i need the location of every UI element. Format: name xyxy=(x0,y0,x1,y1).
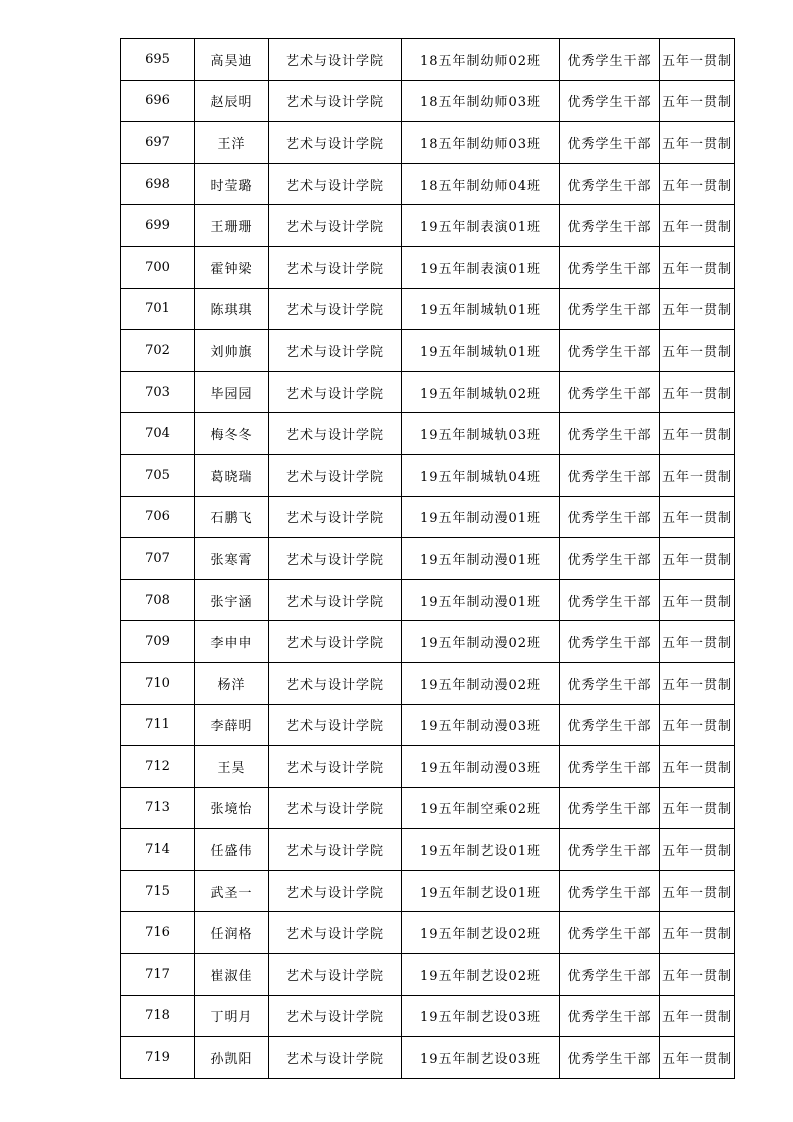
college-name-cell: 艺术与设计学院 xyxy=(269,746,402,788)
award-title-cell: 优秀学生干部 xyxy=(560,371,660,413)
table-row xyxy=(121,413,735,455)
student-name-cell: 任润格 xyxy=(195,912,269,954)
row-number-cell: 705 xyxy=(121,454,195,496)
award-title-cell: 优秀学生干部 xyxy=(560,122,660,164)
college-name-cell: 艺术与设计学院 xyxy=(269,662,402,704)
class-name-cell: 19五年制动漫01班 xyxy=(402,496,560,538)
student-name-cell: 石鹏飞 xyxy=(195,496,269,538)
program-type-cell: 五年一贯制 xyxy=(660,704,735,746)
row-number-cell: 695 xyxy=(121,39,195,81)
class-name-cell: 19五年制动漫01班 xyxy=(402,538,560,580)
student-name-cell: 李申申 xyxy=(195,621,269,663)
table-row xyxy=(121,787,735,829)
college-name-cell: 艺术与设计学院 xyxy=(269,870,402,912)
program-type-cell: 五年一贯制 xyxy=(660,163,735,205)
table-row xyxy=(121,205,735,247)
student-name-cell: 梅冬冬 xyxy=(195,413,269,455)
table-row xyxy=(121,621,735,663)
class-name-cell: 19五年制城轨03班 xyxy=(402,413,560,455)
award-title-cell: 优秀学生干部 xyxy=(560,454,660,496)
program-type-cell: 五年一贯制 xyxy=(660,621,735,663)
table-row xyxy=(121,746,735,788)
college-name-cell: 艺术与设计学院 xyxy=(269,454,402,496)
student-name-cell: 王昊 xyxy=(195,746,269,788)
program-type-cell: 五年一贯制 xyxy=(660,954,735,996)
class-name-cell: 18五年制幼师04班 xyxy=(402,163,560,205)
row-number-cell: 706 xyxy=(121,496,195,538)
table-row xyxy=(121,870,735,912)
row-number-cell: 700 xyxy=(121,246,195,288)
program-type-cell: 五年一贯制 xyxy=(660,496,735,538)
row-number-cell: 713 xyxy=(121,787,195,829)
award-title-cell: 优秀学生干部 xyxy=(560,538,660,580)
program-type-cell: 五年一贯制 xyxy=(660,579,735,621)
award-title-cell: 优秀学生干部 xyxy=(560,746,660,788)
table-row xyxy=(121,912,735,954)
student-name-cell: 赵辰明 xyxy=(195,80,269,122)
award-title-cell: 优秀学生干部 xyxy=(560,870,660,912)
class-name-cell: 19五年制城轨02班 xyxy=(402,371,560,413)
student-name-cell: 张寒霄 xyxy=(195,538,269,580)
table-row xyxy=(121,1037,735,1079)
class-name-cell: 19五年制艺设01班 xyxy=(402,870,560,912)
class-name-cell: 19五年制艺设01班 xyxy=(402,829,560,871)
class-name-cell: 19五年制表演01班 xyxy=(402,246,560,288)
college-name-cell: 艺术与设计学院 xyxy=(269,538,402,580)
award-title-cell: 优秀学生干部 xyxy=(560,621,660,663)
table-row xyxy=(121,371,735,413)
row-number-cell: 709 xyxy=(121,621,195,663)
row-number-cell: 702 xyxy=(121,330,195,372)
award-roster-table xyxy=(120,38,735,1079)
college-name-cell: 艺术与设计学院 xyxy=(269,163,402,205)
student-name-cell: 王珊珊 xyxy=(195,205,269,247)
class-name-cell: 19五年制城轨04班 xyxy=(402,454,560,496)
program-type-cell: 五年一贯制 xyxy=(660,870,735,912)
row-number-cell: 701 xyxy=(121,288,195,330)
program-type-cell: 五年一贯制 xyxy=(660,746,735,788)
table-row xyxy=(121,579,735,621)
college-name-cell: 艺术与设计学院 xyxy=(269,704,402,746)
student-name-cell: 孙凯阳 xyxy=(195,1037,269,1079)
college-name-cell: 艺术与设计学院 xyxy=(269,80,402,122)
table-row xyxy=(121,39,735,81)
award-title-cell: 优秀学生干部 xyxy=(560,246,660,288)
row-number-cell: 698 xyxy=(121,163,195,205)
row-number-cell: 719 xyxy=(121,1037,195,1079)
row-number-cell: 704 xyxy=(121,413,195,455)
award-title-cell: 优秀学生干部 xyxy=(560,787,660,829)
row-number-cell: 717 xyxy=(121,954,195,996)
class-name-cell: 19五年制动漫02班 xyxy=(402,662,560,704)
college-name-cell: 艺术与设计学院 xyxy=(269,122,402,164)
row-number-cell: 711 xyxy=(121,704,195,746)
program-type-cell: 五年一贯制 xyxy=(660,829,735,871)
college-name-cell: 艺术与设计学院 xyxy=(269,496,402,538)
award-title-cell: 优秀学生干部 xyxy=(560,496,660,538)
student-name-cell: 陈琪琪 xyxy=(195,288,269,330)
program-type-cell: 五年一贯制 xyxy=(660,454,735,496)
program-type-cell: 五年一贯制 xyxy=(660,371,735,413)
college-name-cell: 艺术与设计学院 xyxy=(269,954,402,996)
award-title-cell: 优秀学生干部 xyxy=(560,1037,660,1079)
award-title-cell: 优秀学生干部 xyxy=(560,579,660,621)
student-name-cell: 武圣一 xyxy=(195,870,269,912)
college-name-cell: 艺术与设计学院 xyxy=(269,288,402,330)
table-row xyxy=(121,163,735,205)
award-title-cell: 优秀学生干部 xyxy=(560,288,660,330)
student-name-cell: 王洋 xyxy=(195,122,269,164)
class-name-cell: 19五年制城轨01班 xyxy=(402,330,560,372)
row-number-cell: 712 xyxy=(121,746,195,788)
student-name-cell: 李薛明 xyxy=(195,704,269,746)
class-name-cell: 18五年制幼师02班 xyxy=(402,39,560,81)
class-name-cell: 19五年制艺设02班 xyxy=(402,912,560,954)
class-name-cell: 19五年制动漫02班 xyxy=(402,621,560,663)
table-row xyxy=(121,246,735,288)
program-type-cell: 五年一贯制 xyxy=(660,662,735,704)
class-name-cell: 19五年制动漫01班 xyxy=(402,579,560,621)
program-type-cell: 五年一贯制 xyxy=(660,787,735,829)
program-type-cell: 五年一贯制 xyxy=(660,1037,735,1079)
student-name-cell: 张宇涵 xyxy=(195,579,269,621)
table-row xyxy=(121,122,735,164)
program-type-cell: 五年一贯制 xyxy=(660,122,735,164)
row-number-cell: 697 xyxy=(121,122,195,164)
award-title-cell: 优秀学生干部 xyxy=(560,39,660,81)
award-title-cell: 优秀学生干部 xyxy=(560,163,660,205)
college-name-cell: 艺术与设计学院 xyxy=(269,330,402,372)
roster-body xyxy=(121,39,735,1079)
program-type-cell: 五年一贯制 xyxy=(660,912,735,954)
award-title-cell: 优秀学生干部 xyxy=(560,330,660,372)
class-name-cell: 19五年制动漫03班 xyxy=(402,746,560,788)
table-row xyxy=(121,330,735,372)
class-name-cell: 18五年制幼师03班 xyxy=(402,80,560,122)
college-name-cell: 艺术与设计学院 xyxy=(269,621,402,663)
row-number-cell: 703 xyxy=(121,371,195,413)
student-name-cell: 毕园园 xyxy=(195,371,269,413)
table-row xyxy=(121,829,735,871)
row-number-cell: 714 xyxy=(121,829,195,871)
award-title-cell: 优秀学生干部 xyxy=(560,205,660,247)
college-name-cell: 艺术与设计学院 xyxy=(269,995,402,1037)
program-type-cell: 五年一贯制 xyxy=(660,330,735,372)
row-number-cell: 718 xyxy=(121,995,195,1037)
table-row xyxy=(121,288,735,330)
program-type-cell: 五年一贯制 xyxy=(660,246,735,288)
award-title-cell: 优秀学生干部 xyxy=(560,662,660,704)
award-title-cell: 优秀学生干部 xyxy=(560,704,660,746)
award-title-cell: 优秀学生干部 xyxy=(560,829,660,871)
student-name-cell: 丁明月 xyxy=(195,995,269,1037)
award-title-cell: 优秀学生干部 xyxy=(560,954,660,996)
table-row xyxy=(121,454,735,496)
row-number-cell: 716 xyxy=(121,912,195,954)
college-name-cell: 艺术与设计学院 xyxy=(269,912,402,954)
award-title-cell: 优秀学生干部 xyxy=(560,413,660,455)
row-number-cell: 696 xyxy=(121,80,195,122)
table-row xyxy=(121,954,735,996)
college-name-cell: 艺术与设计学院 xyxy=(269,246,402,288)
college-name-cell: 艺术与设计学院 xyxy=(269,413,402,455)
row-number-cell: 710 xyxy=(121,662,195,704)
student-name-cell: 时莹璐 xyxy=(195,163,269,205)
college-name-cell: 艺术与设计学院 xyxy=(269,371,402,413)
class-name-cell: 19五年制艺设03班 xyxy=(402,995,560,1037)
student-name-cell: 杨洋 xyxy=(195,662,269,704)
class-name-cell: 18五年制幼师03班 xyxy=(402,122,560,164)
program-type-cell: 五年一贯制 xyxy=(660,80,735,122)
college-name-cell: 艺术与设计学院 xyxy=(269,39,402,81)
student-name-cell: 霍钟梁 xyxy=(195,246,269,288)
row-number-cell: 715 xyxy=(121,870,195,912)
college-name-cell: 艺术与设计学院 xyxy=(269,829,402,871)
student-name-cell: 葛晓瑞 xyxy=(195,454,269,496)
table-row xyxy=(121,80,735,122)
table-row xyxy=(121,496,735,538)
table-row xyxy=(121,995,735,1037)
program-type-cell: 五年一贯制 xyxy=(660,995,735,1037)
program-type-cell: 五年一贯制 xyxy=(660,205,735,247)
program-type-cell: 五年一贯制 xyxy=(660,413,735,455)
program-type-cell: 五年一贯制 xyxy=(660,538,735,580)
student-name-cell: 刘帅旗 xyxy=(195,330,269,372)
class-name-cell: 19五年制城轨01班 xyxy=(402,288,560,330)
program-type-cell: 五年一贯制 xyxy=(660,288,735,330)
award-title-cell: 优秀学生干部 xyxy=(560,912,660,954)
table-row xyxy=(121,538,735,580)
class-name-cell: 19五年制艺设03班 xyxy=(402,1037,560,1079)
row-number-cell: 699 xyxy=(121,205,195,247)
row-number-cell: 708 xyxy=(121,579,195,621)
college-name-cell: 艺术与设计学院 xyxy=(269,579,402,621)
table-row xyxy=(121,704,735,746)
award-title-cell: 优秀学生干部 xyxy=(560,80,660,122)
college-name-cell: 艺术与设计学院 xyxy=(269,787,402,829)
class-name-cell: 19五年制空乘02班 xyxy=(402,787,560,829)
student-name-cell: 高昊迪 xyxy=(195,39,269,81)
class-name-cell: 19五年制表演01班 xyxy=(402,205,560,247)
table-row xyxy=(121,662,735,704)
program-type-cell: 五年一贯制 xyxy=(660,39,735,81)
row-number-cell: 707 xyxy=(121,538,195,580)
student-name-cell: 崔淑佳 xyxy=(195,954,269,996)
college-name-cell: 艺术与设计学院 xyxy=(269,205,402,247)
college-name-cell: 艺术与设计学院 xyxy=(269,1037,402,1079)
class-name-cell: 19五年制动漫03班 xyxy=(402,704,560,746)
student-name-cell: 任盛伟 xyxy=(195,829,269,871)
award-title-cell: 优秀学生干部 xyxy=(560,995,660,1037)
student-name-cell: 张境怡 xyxy=(195,787,269,829)
class-name-cell: 19五年制艺设02班 xyxy=(402,954,560,996)
